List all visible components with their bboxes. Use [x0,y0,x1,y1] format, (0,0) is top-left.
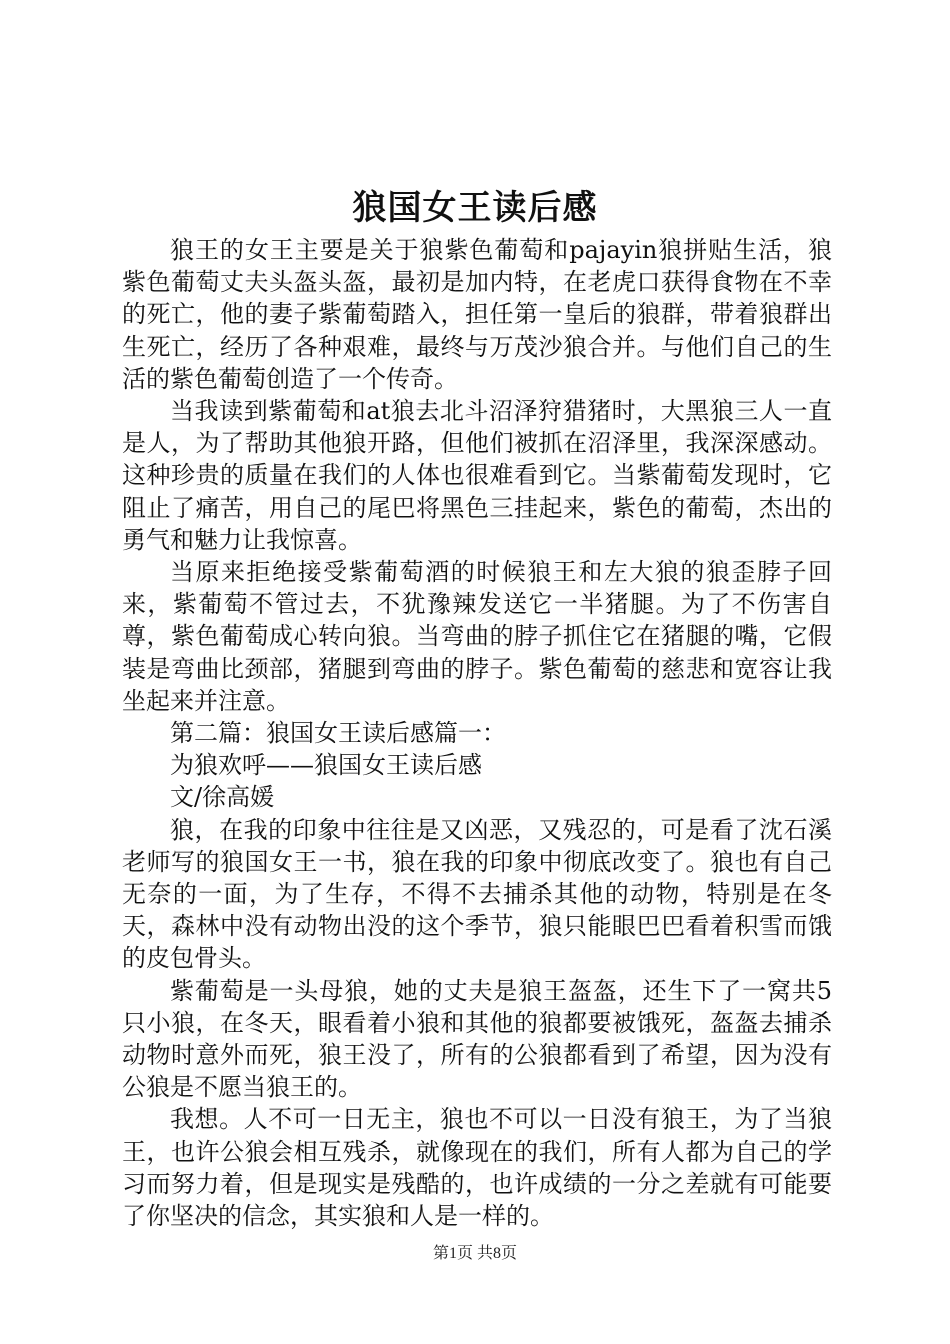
article-subtitle: 为狼欢呼——狼国女王读后感 [170,751,482,780]
paragraph-1: 狼王的女王主要是关于狼紫色葡萄和pajayin狼拼贴生活，狼紫色葡萄丈夫头盔头盔，最初是加内特，在老虎口获得食物在不幸的死亡，他的妻子紫葡萄踏入，担任第一皇后的狼群，带着狼群出生死亡，经历了各种艰难，最终与万茂沙狼合并。与他们自己的生活的紫色葡萄创造了一个传奇。 [122,236,832,393]
page-footer: 第1页 共8页 [432,1245,517,1262]
paragraph-3: 当原来拒绝接受紫葡萄酒的时候狼王和左大狼的狼歪脖子回来，紫葡萄不管过去，不犹豫辣发送它一半猪腿。为了不伤害自尊，紫色葡萄成心转向狼。当弯曲的脖子抓住它在猪腿的嘴，它假装是弯曲比颈部，猪腿到弯曲的脖子。紫色葡萄的慈悲和宽容让我坐起来并注意。 [122,558,832,715]
document-title: 狼国女王读后感 [352,188,598,228]
paragraph-4: 狼，在我的印象中往往是又凶恶，又残忍的，可是看了沈石溪老师写的狼国女王一书，狼在我的印象中彻底改变了。狼也有自己无奈的一面，为了生存，不得不去捕杀其他的动物，特别是在冬天，森林中没有动物出没的这个季节，狼只能眼巴巴看着积雪而饿的皮包骨头。 [122,815,832,973]
document-body [122,234,832,1232]
section-heading: 第二篇：狼国女王读后感篇一： [170,719,506,748]
paragraph-6: 我想。人不可一日无主，狼也不可以一日没有狼王，为了当狼王，也许公狼会相互残杀，就像现在的我们，所有人都为自己的学习而努力着，但是现实是残酷的，也许成绩的一分之差就有可能要了你坚决的信念，其实狼和人是一样的。 [122,1105,832,1231]
paragraph-2: 当我读到紫葡萄和at狼去北斗沼泽狩猎猪时，大黑狼三人一直是人，为了帮助其他狼开路，但他们被抓在沼泽里，我深深感动。这种珍贵的质量在我们的人体也很难看到它。当紫葡萄发现时，它阻止了痛苦，用自己的尾巴将黑色三挂起来，紫色的葡萄，杰出的勇气和魅力让我惊喜。 [122,397,832,554]
paragraph-5: 紫葡萄是一头母狼，她的丈夫是狼王盔盔，还生下了一窝共5只小狼，在冬天，眼看着小狼和其他的狼都要被饿死，盔盔去捕杀动物时意外而死，狼王没了，所有的公狼都看到了希望，因为没有公狼是不愿当狼王的。 [122,976,832,1102]
article-author: 文/徐高媛 [170,783,275,812]
